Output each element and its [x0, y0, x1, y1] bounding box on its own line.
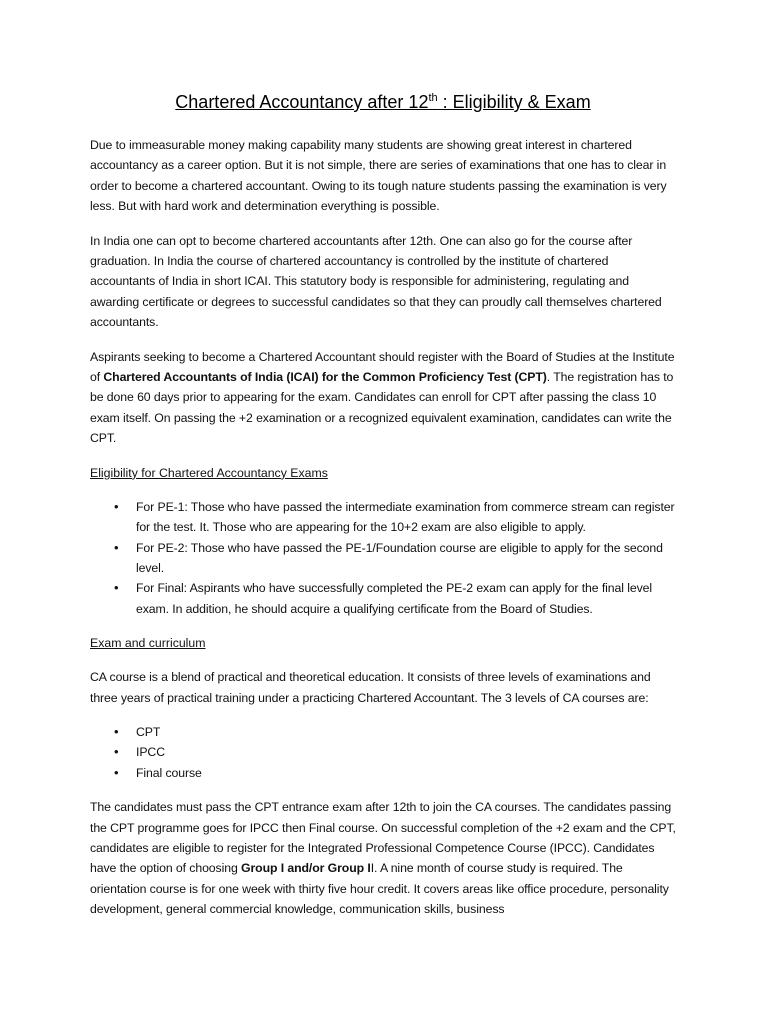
- cpt-paragraph: [90, 797, 676, 919]
- exam-heading: Exam and curriculum: [90, 636, 206, 651]
- title-main: Chartered Accountancy after 12: [175, 92, 429, 112]
- eligibility-heading: Eligibility for Chartered Accountancy Exams: [90, 465, 328, 480]
- title-rest: : Eligibility & Exam: [437, 92, 591, 112]
- course-list: [90, 722, 676, 783]
- list-item: • For Final: Aspirants who have successfully completed the PE-2 exam can apply for the final level exam. In addition, he should acquire a qualifying certificate from the Board of Studies.: [136, 578, 676, 619]
- list-item: • CPT: [136, 722, 676, 742]
- list-item: • IPCC: [136, 742, 676, 762]
- list-item: • For PE-1: Those who have passed the intermediate examination from commerce stream can register for the test. It. Those who are appearing for the 10+2 exam are also eligible to apply.: [136, 497, 676, 538]
- list-item: • Final course: [136, 763, 676, 783]
- registration-bold: Chartered Accountants of India (ICAI) for the Common Proficiency Test (CPT): [103, 370, 547, 385]
- india-paragraph: In India one can opt to become chartered accountants after 12th. One can also go for the course after graduation. In India the course of chartered accountancy is controlled by the institute of chartered accountants of India in short ICAI. This statutory body is responsible for administering, regulating and awarding certificate or degrees to successful candidates so that they can proudly call themselves chartered accountants.: [90, 233, 662, 330]
- cpt-text-a: The candidates must pass the CPT entrance exam after 12th to join the CA courses. The candidates passing the CPT programme goes for IPCC then Final course. On successful completion of the +2 exam and the CPT, candidates are eligible to register for the Integrated Professional Competence Course (IPCC). Candidates have the option of choosing: [90, 800, 676, 876]
- page-title: [90, 92, 676, 113]
- title-superscript: th: [428, 92, 438, 104]
- registration-text-a: Aspirants seeking to become a Chartered Accountant should register with the Board of Studies at the Institute of: [90, 349, 675, 385]
- intro-paragraph: Due to immeasurable money making capability many students are showing great interest in chartered accountancy as a career option. But it is not simple, there are series of examinations that one has to clear in order to become a chartered accountant. Owing to its tough nature students passing the examination is very less. But with hard work and determination everything is possible.: [90, 138, 667, 214]
- cpt-text-c: I. A nine month of course study is required. The orientation course is for one week with thirty five hour credit. It covers areas like office procedure, personality development, general commercial knowledge, communication skills, business: [90, 861, 669, 917]
- cpt-bold: Group I and/or Group I: [241, 861, 371, 876]
- list-item: • For PE-2: Those who have passed the PE-1/Foundation course are eligible to apply for the second level.: [136, 538, 676, 579]
- registration-paragraph: [90, 347, 676, 449]
- curriculum-paragraph: CA course is a blend of practical and theoretical education. It consists of three levels of examinations and three years of practical training under a practicing Chartered Accountant. The 3 levels of CA courses are:: [90, 670, 651, 705]
- eligibility-list: [90, 497, 676, 619]
- registration-text-c: . The registration has to be done 60 days prior to appearing for the exam. Candidates can enroll for CPT after passing the class 10 exam itself. On passing the +2 examination or a recognized equivalent examination, candidates can write the CPT.: [90, 370, 674, 446]
